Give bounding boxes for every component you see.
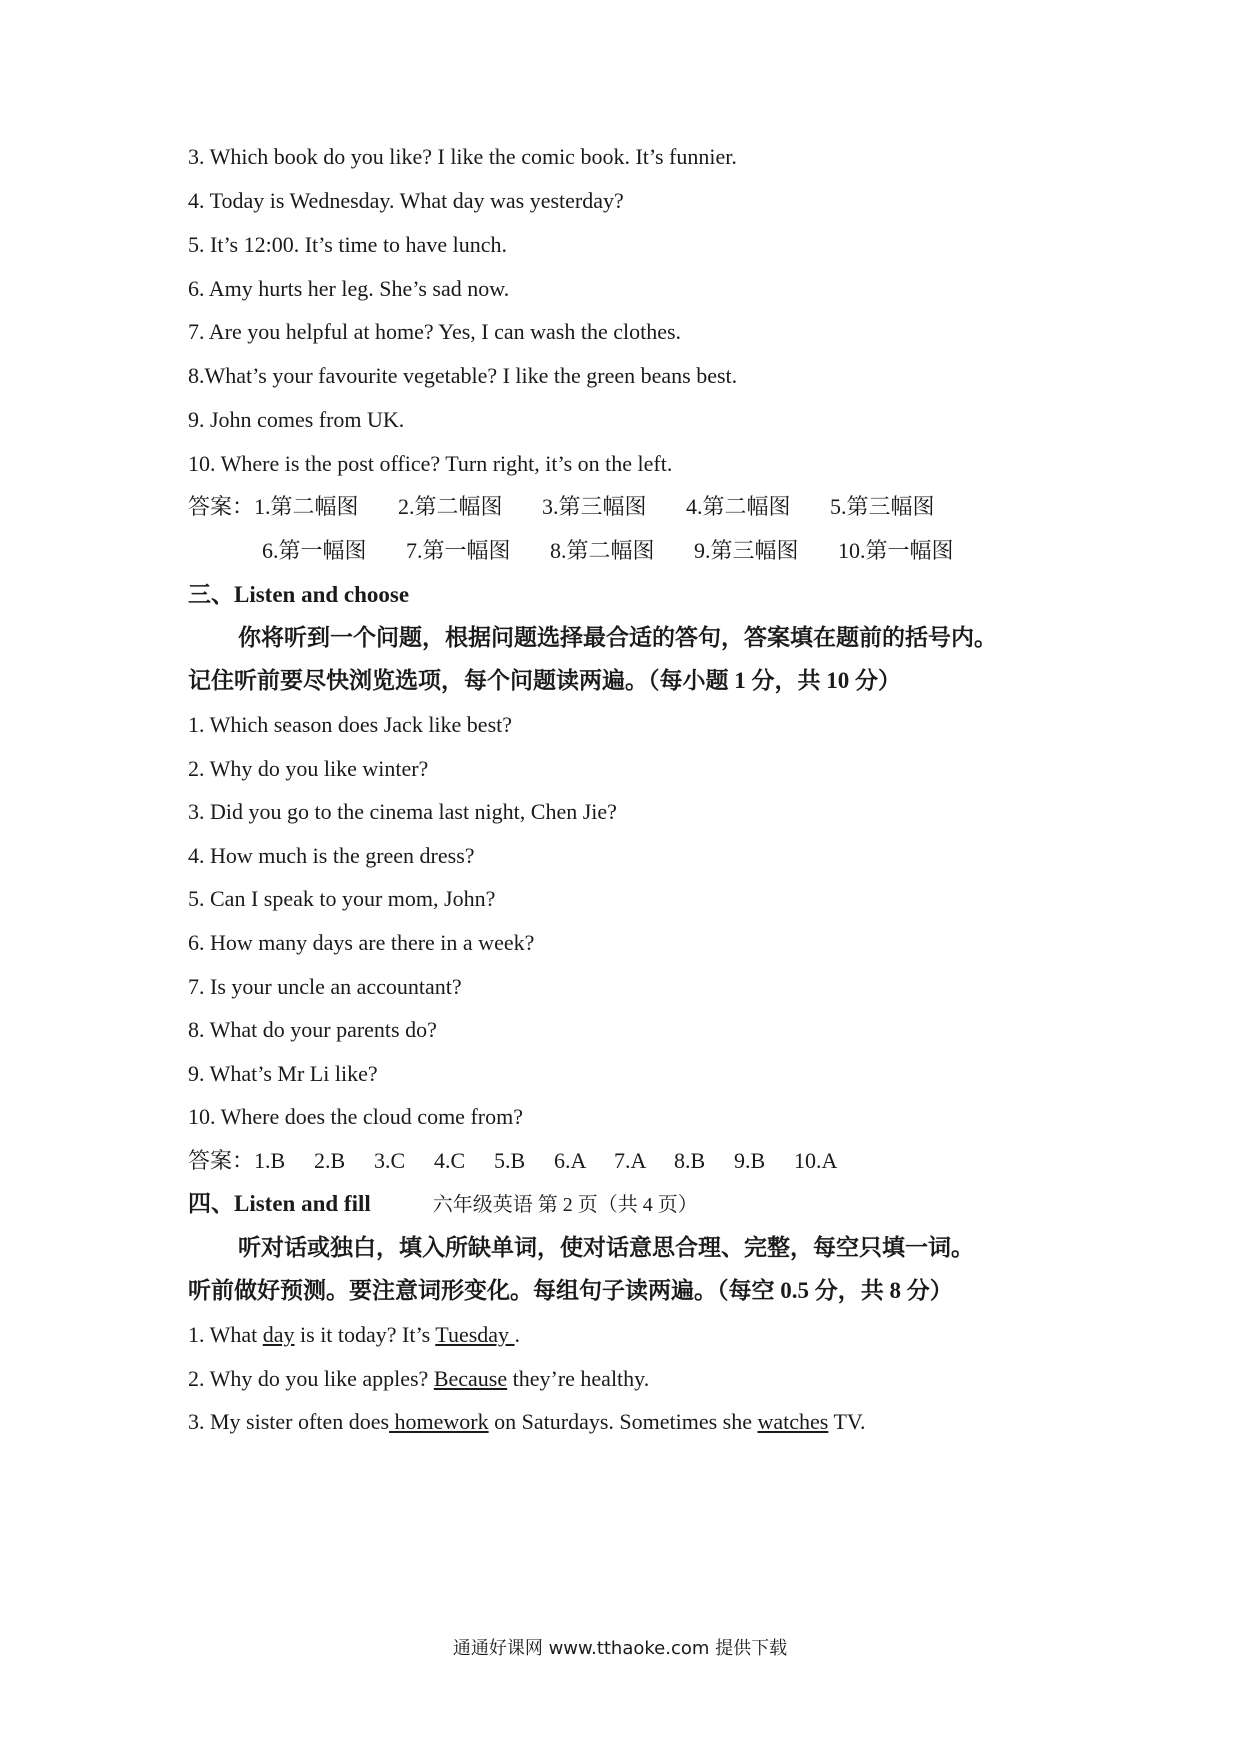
fill-blank: homework: [389, 1409, 489, 1434]
s3-item-6: 6. How many days are there in a week?: [188, 930, 535, 955]
s2-item-3: 3. Which book do you like? I like the comic book. It’s funnier.: [188, 144, 737, 169]
s3-answers-row: [188, 1146, 837, 1176]
s3-answer: 5.B: [494, 1148, 526, 1173]
s4-item-text: 1. What: [188, 1322, 263, 1347]
fill-blank: day: [262, 1322, 295, 1347]
answer-label: 答案：: [188, 494, 255, 519]
s2-answers-row2: [262, 536, 954, 566]
s3-item-4: 4. How much is the green dress?: [188, 843, 475, 868]
s3-item-8: 8. What do your parents do?: [188, 1017, 437, 1042]
s3-answer: 4.C: [434, 1148, 466, 1173]
section4-instruction-1: 听对话或独白，填入所缺单词，使对话意思合理、完整，每空只填一词。: [238, 1235, 974, 1260]
s3-answer: 7.A: [614, 1148, 647, 1173]
s2-item-6: 6. Amy hurts her leg. She’s sad now.: [188, 276, 510, 301]
s3-item-10: 10. Where does the cloud come from?: [188, 1104, 523, 1129]
s2-item-9: 9. John comes from UK.: [188, 407, 405, 432]
s2-item-5: 5. It’s 12:00. It’s time to have lunch.: [188, 232, 507, 257]
s3-answer: 10.A: [794, 1148, 838, 1173]
s3-answer: 8.B: [674, 1148, 706, 1173]
s3-answer: 6.A: [554, 1148, 587, 1173]
section4-instruction-2: 听前做好预测。要注意词形变化。每组句子读两遍。（每空 0.5 分，共 8 分）: [188, 1278, 953, 1303]
s3-item-9: 9. What’s Mr Li like?: [188, 1061, 378, 1086]
s2-answer: 6.第一幅图: [262, 538, 367, 563]
s2-item-10: 10. Where is the post office? Turn right, it’s on the left.: [188, 451, 673, 476]
answer-label: 答案：: [188, 1148, 255, 1173]
s2-answer: 7.第一幅图: [406, 538, 511, 563]
s4-item-text: is it today? It’s: [294, 1322, 436, 1347]
section4-heading-row: [188, 1189, 698, 1220]
s3-answer: 9.B: [734, 1148, 766, 1173]
s4-item-1: [188, 1320, 520, 1350]
s2-answer: 9.第三幅图: [694, 538, 799, 563]
s4-item-2: [188, 1364, 649, 1394]
s2-answer: 2.第二幅图: [398, 494, 503, 519]
s4-item-text: they’re healthy.: [507, 1366, 650, 1391]
section3-instruction-2: 记住听前要尽快浏览选项，每个问题读两遍。（每小题 1 分，共 10 分）: [188, 668, 901, 693]
s2-answer: 4.第二幅图: [686, 494, 791, 519]
s2-answer: 5.第三幅图: [830, 494, 935, 519]
fill-blank: Tuesday: [435, 1322, 515, 1347]
footer-credit: 通通好课网 www.tthaoke.com 提供下载: [452, 1638, 788, 1659]
s3-item-2: 2. Why do you like winter?: [188, 756, 429, 781]
s2-answer: 10.第一幅图: [838, 538, 954, 563]
s4-item-text: 2. Why do you like apples?: [188, 1366, 434, 1391]
s2-answer: 1.第二幅图: [254, 494, 359, 519]
s2-item-8: 8.What’s your favourite vegetable? I like the green beans best.: [188, 363, 738, 388]
s3-answer: 2.B: [314, 1148, 346, 1173]
s4-item-text: on Saturdays. Sometimes she: [488, 1409, 758, 1434]
s2-answer: 8.第二幅图: [550, 538, 655, 563]
section3-instruction-1: 你将听到一个问题，根据问题选择最合适的答句，答案填在题前的括号内。: [238, 625, 997, 650]
s3-answer: 3.C: [374, 1148, 406, 1173]
s2-item-4: 4. Today is Wednesday. What day was yesterday?: [188, 188, 624, 213]
s2-answer: 3.第三幅图: [542, 494, 647, 519]
s4-item-text: .: [514, 1322, 521, 1347]
s2-item-7: 7. Are you helpful at home? Yes, I can wash the clothes.: [188, 319, 682, 344]
section4-heading: 四、Listen and fill: [188, 1191, 371, 1216]
fill-blank: Because: [433, 1366, 508, 1391]
s3-item-1: 1. Which season does Jack like best?: [188, 712, 513, 737]
page-number: 六年级英语 第 2 页（共 4 页）: [432, 1194, 698, 1216]
s3-answer: 1.B: [254, 1148, 286, 1173]
s4-item-text: TV.: [828, 1409, 866, 1434]
s4-item-3: [188, 1407, 865, 1437]
s2-answers-row1: [188, 492, 935, 522]
fill-blank: watches: [757, 1409, 829, 1434]
s3-item-3: 3. Did you go to the cinema last night, Chen Jie?: [188, 799, 617, 824]
s3-item-7: 7. Is your uncle an accountant?: [188, 974, 462, 999]
s4-item-text: 3. My sister often does: [188, 1409, 390, 1434]
section3-heading: 三、Listen and choose: [188, 582, 410, 607]
s3-item-5: 5. Can I speak to your mom, John?: [188, 886, 496, 911]
